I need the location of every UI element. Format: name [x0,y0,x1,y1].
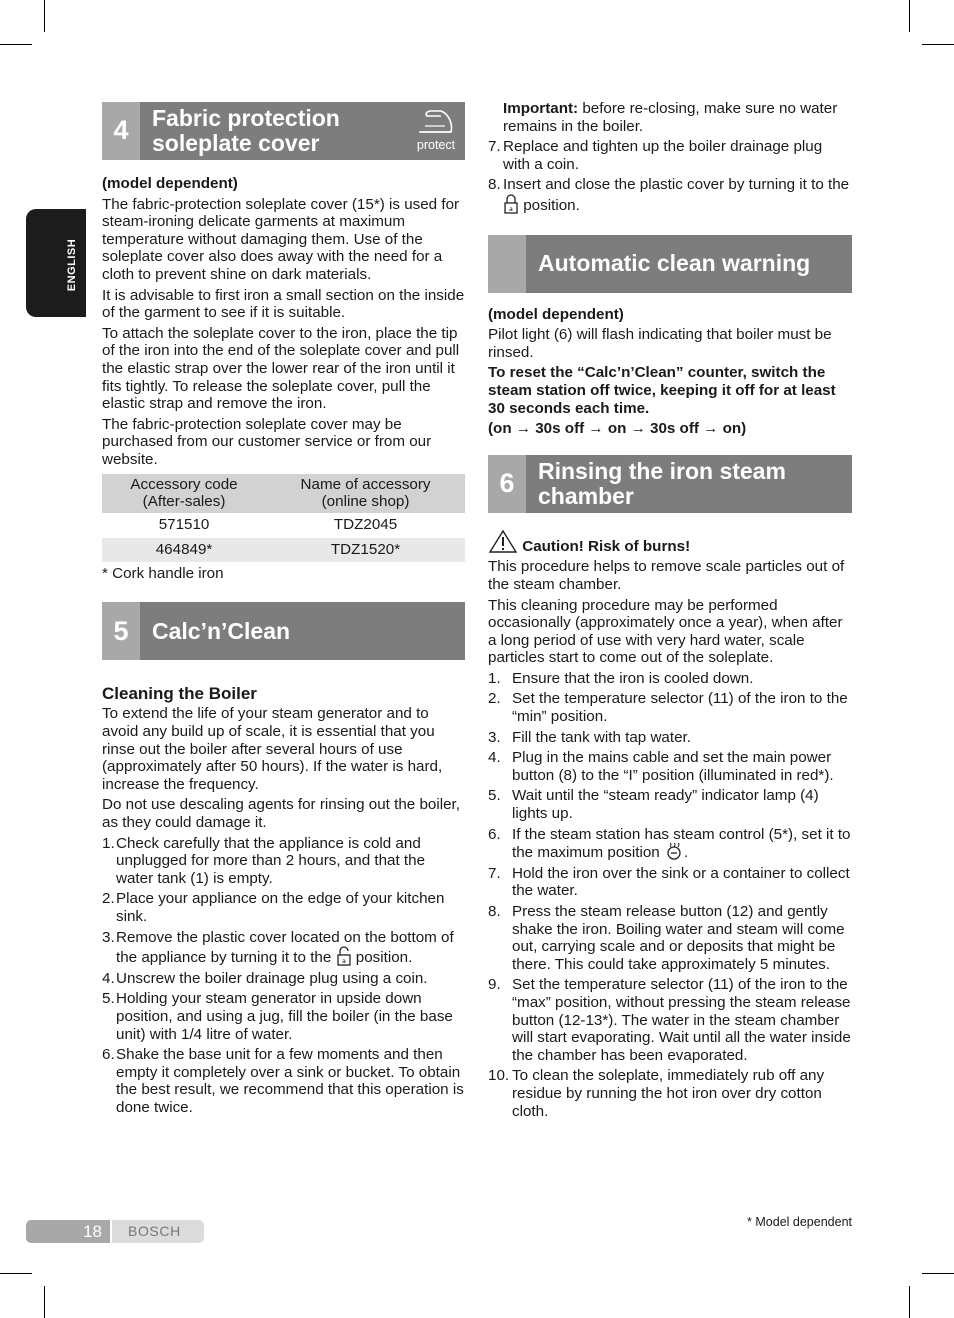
language-label: ENGLISH [66,238,78,292]
list-item: 5. Wait until the “steam ready” indicator lamp (4) lights up. [488,787,819,823]
max-steam-icon [664,843,684,861]
paragraph: Pilot light (6) will flash indicating that boiler must be rinsed. [488,326,832,361]
section-title: Fabric protection soleplate cover [152,105,340,156]
list-item: 7. Hold the iron over the sink or a container to collect the water. [488,864,850,900]
page-footer [26,1220,204,1243]
model-dependent-footnote: * Model dependent [747,1215,852,1229]
list-item: 9. Set the temperature selector (11) of the iron to the “max” position, without pressing the steam release button (12-13*). The water in the steam chamber will start evaporating. Wait until all the water inside the chamber has been evaporated. [488,976,851,1064]
list-item: 3. Remove the plastic cover located on the bottom of the appliance by turning it to the a position. [102,928,454,967]
table-row [102,537,465,562]
crop-mark [0,44,32,45]
crop-mark [0,1273,32,1274]
section-5-header [102,602,465,660]
list-item: 4. Unscrew the boiler drainage plug using a coin. [102,969,428,987]
auto-clean-header [488,235,852,293]
crop-mark [909,1286,910,1318]
table-cell: 571510 [102,513,266,538]
footnote: * Cork handle iron [102,564,224,582]
section-title: Calc’n’Clean [152,617,291,644]
crop-mark [44,0,45,32]
list-item: 1. Check carefully that the appliance is cold and unplugged for more than 2 hours, and that the water tank (1) is empty. [102,834,426,887]
section-6-header [488,455,852,513]
list-item: 6. Shake the base unit for a few moments and then empty it completely over a sink or bucket. To obtain the best result, we recommend that this operation is done twice. [102,1046,464,1116]
paragraph: It is advisable to first iron a small section on the inside of the garment to see if it is suitable. [102,286,465,322]
page-number: 18 [83,1222,102,1241]
list-item: 1. Ensure that the iron is cooled down. [488,669,754,687]
list-item: 6. If the steam station has steam control (5*), set it to the maximum position . [488,825,851,862]
table-header: Name of accessory (online shop) [266,474,465,513]
table-cell: 464849* [102,537,266,562]
important-note: Important: before re-closing, make sure no water remains in the boiler. [503,100,838,135]
section-title: Rinsing the iron steam chamber [538,457,786,509]
language-tab [26,209,86,317]
paragraph: The fabric-protection soleplate cover may be purchased from our customer service or from our website. [102,415,432,468]
crop-mark [909,0,910,32]
paragraph: Do not use descaling agents for rinsing out the boiler, as they could damage it. [102,796,460,832]
section-number-blank [488,235,526,293]
svg-text:a: a [341,958,346,966]
paragraph: This procedure helps to remove scale particles out of the steam chamber. [488,558,845,593]
section-4-header [102,102,465,160]
locked-padlock-icon [503,194,519,214]
warning-triangle-icon [488,529,518,553]
paragraph: The fabric-protection soleplate cover (15*) is used for steam-ironing delicate garments at maximum temperature without damaging them. Use of the soleplate cover also does away with the need for a cloth to prevent shine on dark materials. [102,195,460,283]
paragraph: This cleaning procedure may be performed occasionally (approximately once a year), when after a long period of use with very hard water, scale particles start to come out of the soleplate. [488,596,843,667]
model-dependent-note: (model dependent) [488,305,624,323]
reset-instruction: To reset the “Calc’n’Clean” counter, switch the steam station off twice, keeping it off for at least 30 seconds each time. [488,364,836,417]
table-cell: TDZ2045 [266,513,465,538]
section-number: 6 [488,455,526,513]
list-item: 10. To clean the soleplate, immediately rub off any residue by running the hot iron over dry cotton cloth. [488,1067,825,1120]
subheading: Cleaning the Boiler [102,684,257,704]
list-item: 3. Fill the tank with tap water. [488,728,691,746]
list-item: 2. Place your appliance on the edge of your kitchen sink. [102,890,445,925]
brand-label: BOSCH [112,1220,204,1243]
right-column [488,100,852,1123]
list-item: 7. Replace and tighten up the boiler drainage plug with a coin. [488,138,823,173]
crop-mark [44,1286,45,1318]
model-dependent-note: (model dependent) [102,175,238,192]
iron-protect-icon [415,106,457,138]
list-item: 4. Plug in the mains cable and set the main power button (8) to the “I” position (illuminated in red*). [488,749,834,784]
paragraph: To extend the life of your steam generator and to avoid any build up of scale, it is essential that you rinse out the boiler after several hours of use (approximately after 50 hours). If the water is hard, increase the frequency. [102,705,443,793]
table-row [102,513,465,538]
page-number-box [26,1220,110,1243]
table-cell: TDZ1520* [266,537,465,562]
caution-line: Caution! Risk of burns! [488,529,852,556]
table-header: Accessory code (After-sales) [102,474,266,513]
list-item: 8. Insert and close the plastic cover by turning it to the a position. [488,176,850,214]
reset-sequence: (on → 30s off → on → 30s off → on) [488,420,747,438]
paragraph: To attach the soleplate cover to the iron, place the tip of the iron into the end of the soleplate cover and pull the elastic strap over the lower rear of the iron until it fits tightly. To release the soleplate cover, pull the elastic strap and remove the iron. [102,324,460,413]
left-column [102,102,465,1120]
crop-mark [922,1273,954,1274]
accessory-table [102,474,465,562]
steps-list [102,835,465,1117]
crop-mark [922,44,954,45]
svg-text:a: a [509,205,513,213]
section-number: 4 [102,102,140,160]
list-item: 5. Holding your steam generator in upside down position, and using a jug, fill the boiler (in the base unit) with 1/4 litre of water. [102,990,453,1043]
section-number: 5 [102,602,140,660]
steps-list [488,670,852,1120]
protect-badge: protect [411,106,461,151]
list-item: 2. Set the temperature selector (11) of the iron to the “min” position. [488,690,848,726]
steps-list [488,138,852,214]
table-header-row [102,474,465,513]
unlocked-padlock-icon [336,946,352,966]
list-item: 8. Press the steam release button (12) and gently shake the iron. Boiling water and steam will come out, carrying scale and or deposits that might be there. This could take approximately 5 minutes. [488,903,845,973]
section-title: Automatic clean warning [538,250,811,277]
